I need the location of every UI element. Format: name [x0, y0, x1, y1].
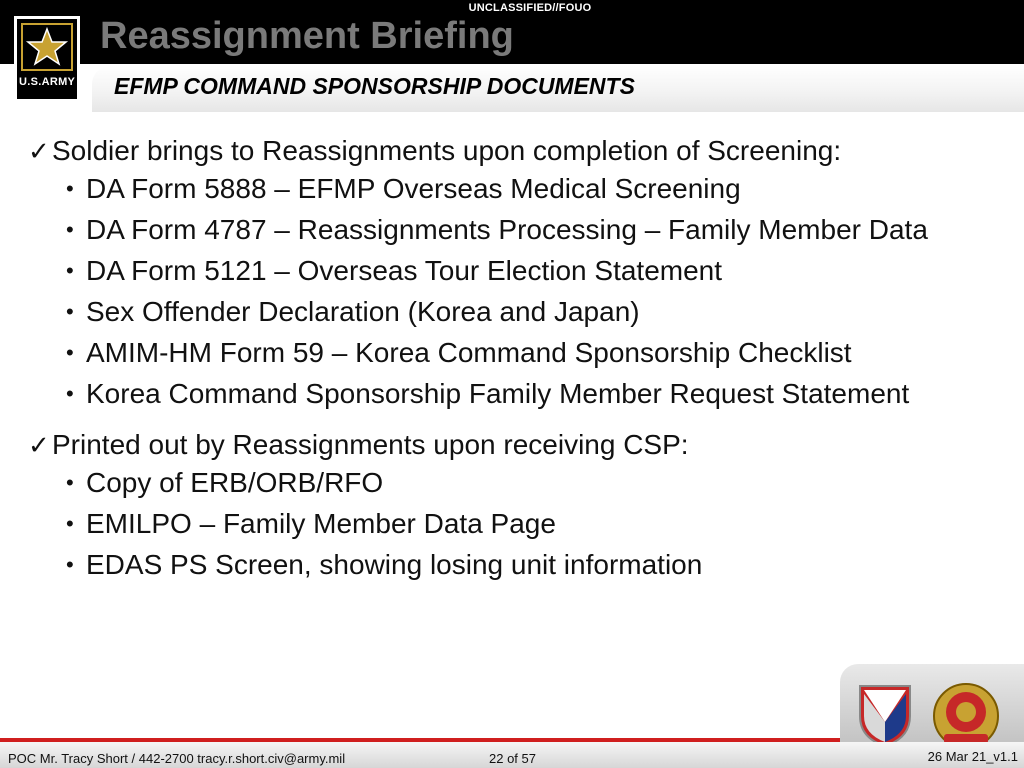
star-icon	[21, 23, 73, 71]
army-logo	[14, 16, 80, 102]
page-number: 22 of 57	[489, 751, 536, 766]
list-item: • DA Form 5121 – Overseas Tour Election Statement	[66, 255, 723, 286]
footer-contact: POC Mr. Tracy Short / 442-2700 tracy.r.short.civ@army.mil	[8, 751, 346, 766]
list-item: • DA Form 4787 – Reassignments Processing – Family Member Data	[66, 214, 928, 245]
list-item: • DA Form 5888 – EFMP Overseas Medical Screening	[66, 173, 741, 204]
logo-text: U.S.ARMY	[19, 76, 76, 88]
page-title: Reassignment Briefing	[100, 15, 514, 57]
section-heading: ✓ Printed out by Reassignments upon receiving CSP:	[28, 429, 689, 460]
bullet-icon: •	[66, 176, 74, 201]
footer-date: 26 Mar 21_v1.1	[927, 749, 1018, 764]
bullet-icon: •	[66, 340, 74, 365]
classification-banner: UNCLASSIFIED//FOUO	[468, 2, 592, 14]
bullet-icon: •	[66, 258, 74, 283]
slide-content	[28, 134, 988, 589]
list-item: • EMILPO – Family Member Data Page	[66, 508, 556, 539]
list-item: • Copy of ERB/ORB/RFO	[66, 467, 384, 498]
bullet-icon: •	[66, 299, 74, 324]
support-crest-icon	[934, 684, 998, 748]
checkmark-icon: ✓	[28, 136, 50, 166]
list-item: • Sex Offender Declaration (Korea and Japan)	[66, 296, 640, 327]
list-item: • Korea Command Sponsorship Family Member Request Statement	[66, 378, 910, 409]
checkmark-icon: ✓	[28, 430, 50, 460]
slide-subtitle: EFMP COMMAND SPONSORSHIP DOCUMENTS	[114, 73, 635, 99]
amc-shield-icon	[860, 686, 910, 746]
list-item: • EDAS PS Screen, showing losing unit information	[66, 549, 703, 580]
list-item: • AMIM-HM Form 59 – Korea Command Sponsorship Checklist	[66, 337, 852, 368]
bullet-icon: •	[66, 552, 74, 577]
bullet-icon: •	[66, 470, 74, 495]
bullet-icon: •	[66, 511, 74, 536]
bullet-icon: •	[66, 217, 74, 242]
section-heading: ✓ Soldier brings to Reassignments upon completion of Screening:	[28, 135, 842, 166]
bullet-icon: •	[66, 381, 74, 406]
